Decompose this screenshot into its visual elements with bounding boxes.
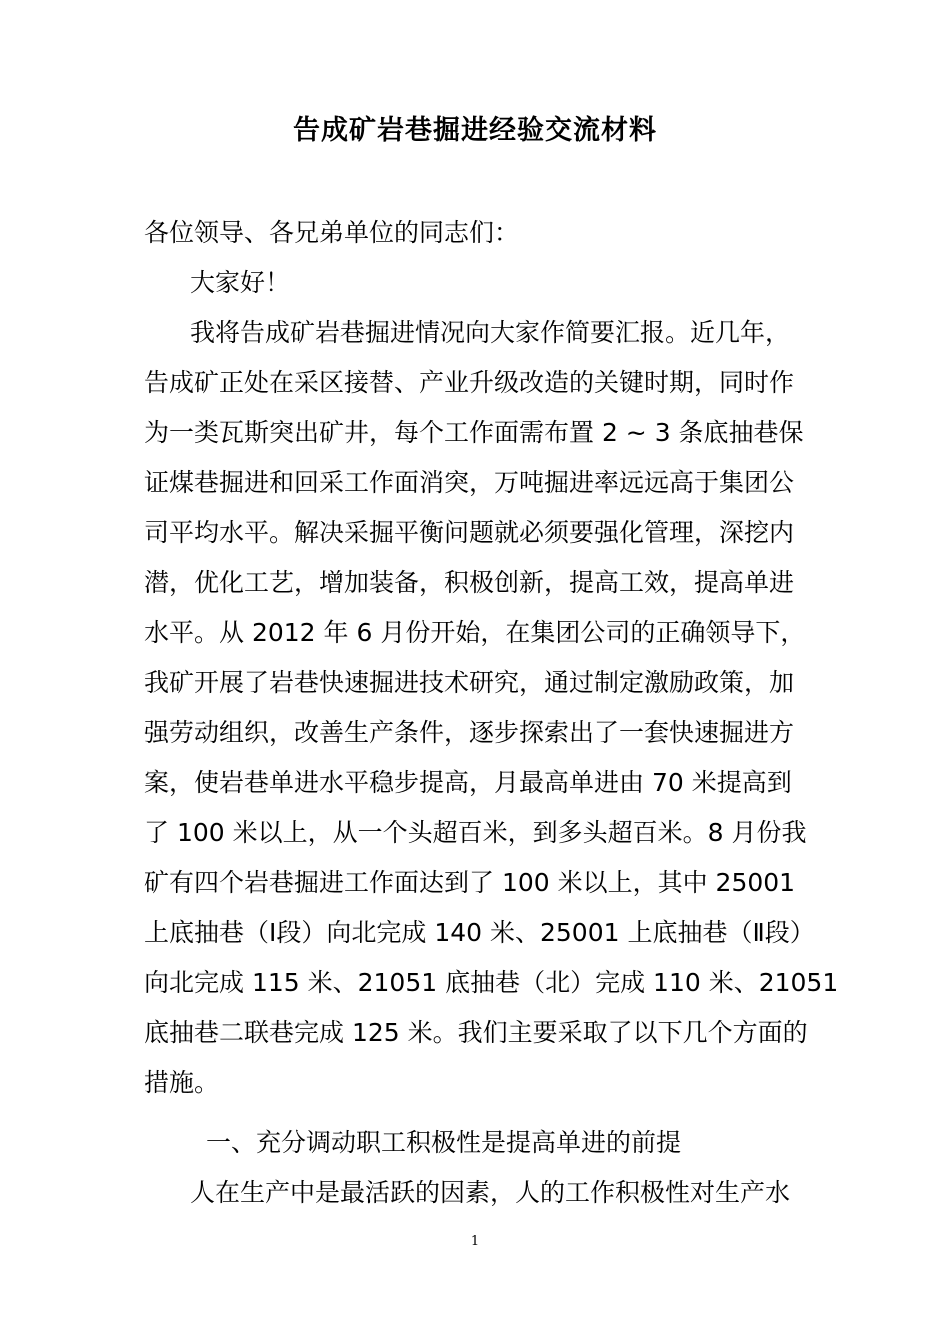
paragraph-line: 措施。 [144, 1068, 220, 1097]
paragraph-line: 底抽巷二联巷完成 125 米。我们主要采取了以下几个方面的 [144, 1018, 808, 1047]
paragraph-line: 告成矿正处在采区接替、产业升级改造的关键时期，同时作 [144, 368, 795, 397]
salutation: 各位领导、各兄弟单位的同志们： [144, 218, 520, 247]
paragraph-line: 矿有四个岩巷掘进工作面达到了 100 米以上，其中 25001 [144, 868, 796, 897]
paragraph-line: 潜，优化工艺，增加装备，积极创新，提高工效，提高单进 [144, 568, 795, 597]
section-paragraph [144, 1168, 816, 1218]
paragraph-line: 为一类瓦斯突出矿井，每个工作面需布置 2 ~ 3 条底抽巷保 [144, 418, 804, 447]
paragraph-line: 强劳动组织，改善生产条件，逐步探索出了一套快速掘进方 [144, 718, 795, 747]
document-title: 告成矿岩巷掘进经验交流材料 [293, 115, 657, 146]
paragraph-line: 水平。从 2012 年 6 月份开始，在集团公司的正确领导下， [144, 618, 806, 647]
paragraph-line: 案，使岩巷单进水平稳步提高，月最高单进由 70 米提高到 [144, 768, 792, 797]
intro-paragraph [144, 308, 839, 1108]
paragraph-line: 司平均水平。解决采掘平衡问题就必须要强化管理，深挖内 [144, 518, 795, 547]
document-body [144, 208, 839, 1218]
section-heading: 一、充分调动职工积极性是提高单进的前提 [206, 1128, 682, 1157]
page-number: 1 [470, 1234, 480, 1249]
paragraph-line: 上底抽巷（Ⅰ段）向北完成 140 米、25001 上底抽巷（Ⅱ段） [144, 918, 815, 947]
paragraph-line: 证煤巷掘进和回采工作面消突，万吨掘进率远远高于集团公 [144, 468, 795, 497]
paragraph-line: 向北完成 115 米、21051 底抽巷（北）完成 110 米、21051 [144, 968, 839, 997]
paragraph-line: 我将告成矿岩巷掘进情况向大家作简要汇报。近几年， [190, 318, 791, 347]
paragraph-line: 人在生产中是最活跃的因素，人的工作积极性对生产水 [190, 1178, 791, 1207]
paragraph-line: 了 100 米以上，从一个头超百米，到多头超百米。8 月份我 [144, 818, 807, 847]
greeting: 大家好！ [190, 268, 291, 297]
paragraph-line: 我矿开展了岩巷快速掘进技术研究，通过制定激励政策，加 [144, 668, 795, 697]
